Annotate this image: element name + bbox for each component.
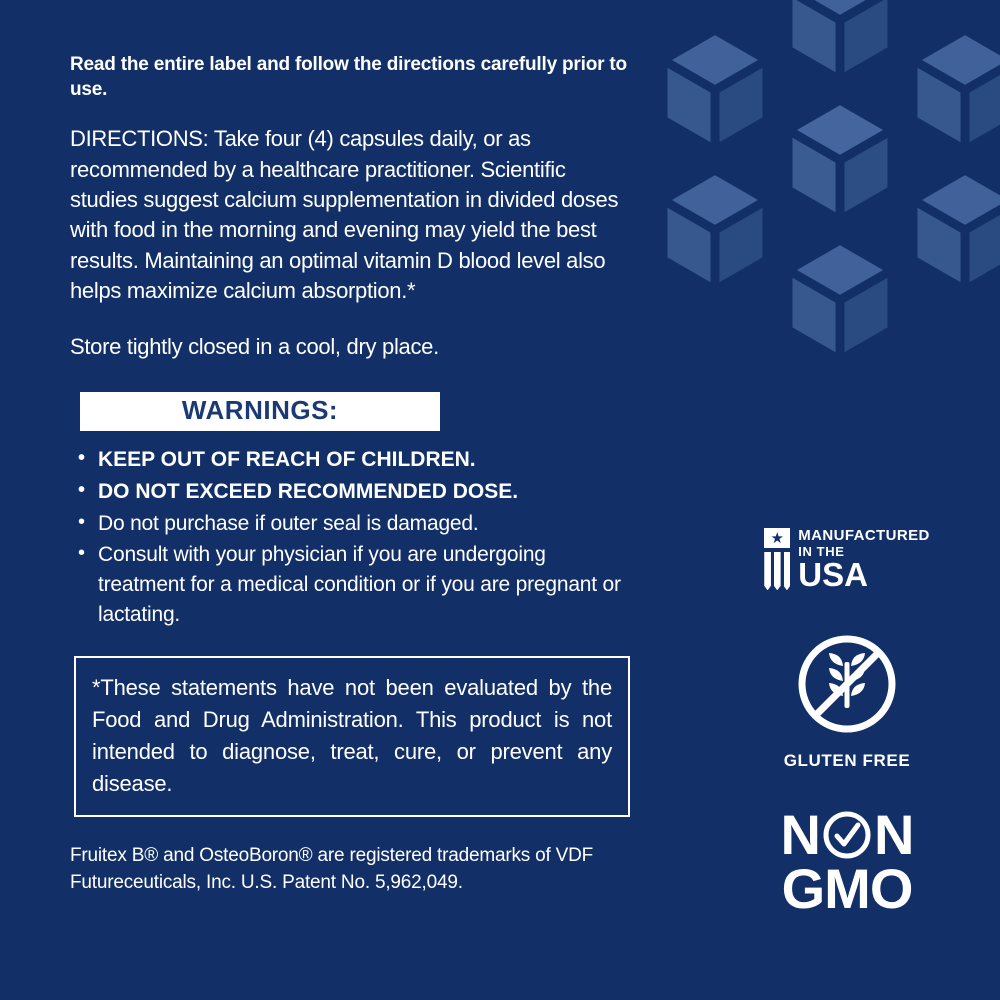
gluten-free-badge (742, 630, 952, 771)
flag-stripes (764, 552, 790, 590)
usa-line-1: MANUFACTURED (798, 527, 930, 544)
warnings-list (70, 445, 630, 630)
trademark-notice: Fruitex B® and OsteoBoron® are registered trademarks of VDF Futureceuticals, Inc. U.S. Patent No. 5,962,049. (70, 845, 594, 894)
usa-line-3: USA (798, 556, 868, 593)
certification-badges (742, 527, 952, 920)
list-item: • Do not purchase if outer seal is damaged. (78, 509, 630, 539)
non-gmo-n-left: N (780, 803, 820, 867)
storage-instructions: Store tightly closed in a cool, dry place. (70, 334, 439, 360)
directions-body: Take four (4) capsules daily, or as recommended by a healthcare practitioner. Scientific studies suggest calcium supplementation in divided doses with food in the morning and evening may yield the best results. Maintaining an optimal vitamin D blood level also helps maximize calcium absorption.* (70, 126, 619, 303)
usa-flag-icon (764, 528, 790, 590)
star-icon: ★ (764, 528, 790, 548)
non-gmo-badge (742, 803, 952, 920)
non-gmo-check-icon (822, 810, 872, 860)
non-gmo-line-1 (742, 803, 952, 867)
usa-badge-text (798, 527, 930, 593)
usa-line-2: IN THE (798, 544, 845, 559)
list-item: • DO NOT EXCEED RECOMMENDED DOSE. (78, 477, 630, 507)
hexagon-pattern-decoration (620, 0, 1000, 400)
warnings-heading: WARNINGS: (80, 392, 440, 431)
manufactured-in-usa-badge (742, 527, 952, 593)
non-gmo-line-2: GMO (781, 856, 913, 920)
directions-paragraph (70, 124, 630, 306)
directions-label: DIRECTIONS: (70, 126, 209, 152)
label-text-column (70, 52, 630, 897)
read-label-notice: Read the entire label and follow the directions carefully prior to use. (70, 54, 627, 101)
fda-disclaimer-box (74, 656, 630, 818)
wheat-crossed-out-icon (793, 630, 901, 738)
fda-disclaimer-text: *These statements have not been evaluated by the Food and Drug Administration. This product is not intended to diagnose, treat, cure, or prevent any disease. (92, 674, 612, 796)
gluten-free-label: GLUTEN FREE (783, 751, 911, 771)
list-item: • KEEP OUT OF REACH OF CHILDREN. (78, 445, 630, 475)
list-item: • Consult with your physician if you are undergoing treatment for a medical condition or if you are pregnant or lactating. (78, 540, 630, 629)
non-gmo-n-right: N (874, 803, 914, 867)
